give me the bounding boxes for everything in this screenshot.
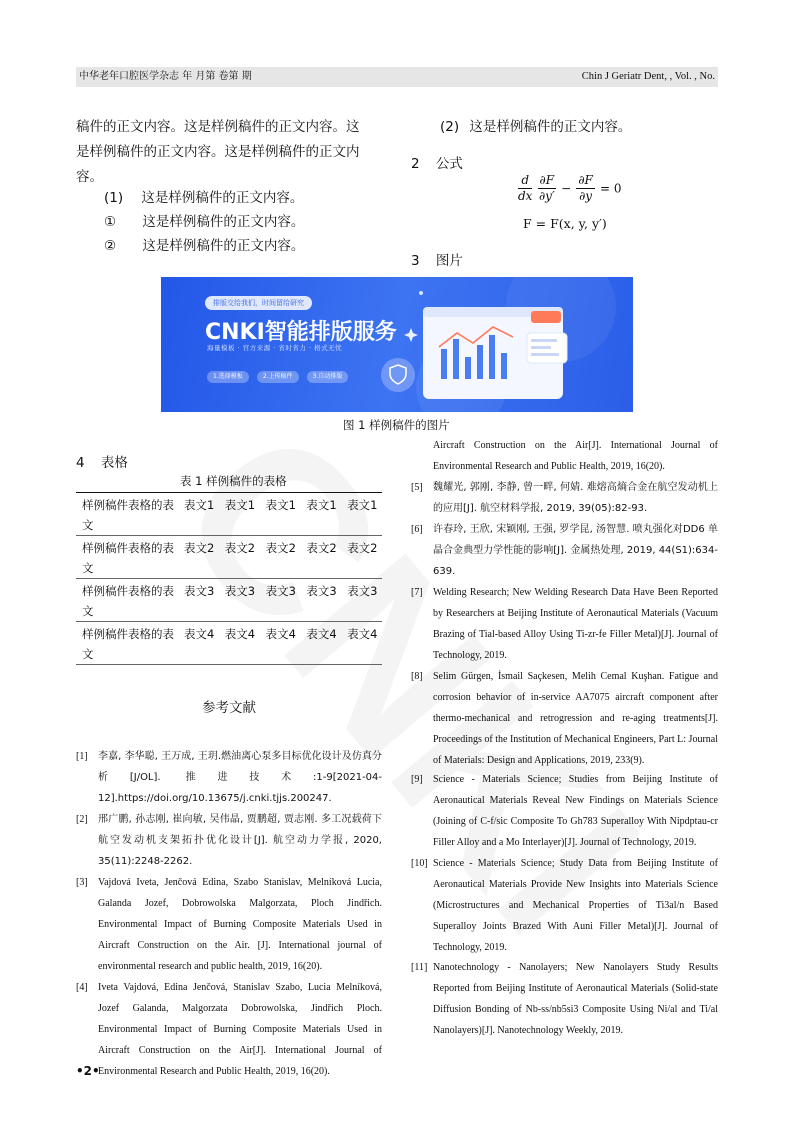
running-header (76, 67, 718, 87)
numerator: d (518, 173, 532, 189)
table-row (76, 579, 382, 622)
table-cell: 表文2 (347, 541, 378, 555)
reference-number: [5] (411, 482, 423, 493)
table-cell: 表文1 (306, 498, 337, 512)
table-cell: 表文3 (184, 584, 215, 598)
reference-item (411, 957, 718, 1041)
reference-text: Nanotechnology - Nanolayers; New Nanolayers Study Results Reported from Beijing Institute of Aeronautical Materials (Solid-state Diffusion Bonding of Nb-ss/nb5si3 Composite Using Ni/al and Ti/al Nanolayers)[J]. Nanotechnology Weekly, 2019. (433, 962, 718, 1036)
fraction-d-dx (518, 173, 532, 204)
reference-item (411, 769, 718, 853)
reference-item (411, 666, 718, 771)
equation-2: F = F(x, y, y′) (523, 216, 607, 231)
fraction-dF-dy-prime (538, 173, 557, 204)
section-heading-formula (411, 152, 463, 172)
reference-number: [1] (76, 751, 88, 762)
section-heading-table (76, 451, 128, 471)
table-cell: 表文4 (184, 627, 215, 641)
reference-number: [3] (76, 877, 88, 888)
table-cell: 表文4 (347, 627, 378, 641)
section-heading-figure (411, 249, 463, 269)
table-cell: 表文3 (265, 584, 296, 598)
figure-banner-image (161, 277, 633, 412)
reference-item (411, 582, 718, 666)
reference-text: 许春玲, 王欣, 宋颖刚, 王强, 罗学昆, 汤智慧. 喷丸强化对DD6 单晶合金典型力学性能的影响[J]. 金属热处理, 2019, 44(S1):634-639. (433, 524, 718, 577)
banner-illustration (161, 277, 633, 412)
reference-text: 魏耀光, 郭刚, 李静, 曾一畔, 何婧. 难熔高熵合金在航空发动机上的应用[J]. 航空材料学报, 2019, 39(05):82-93. (433, 482, 718, 514)
reference-number: [8] (411, 671, 423, 682)
badge-icon (531, 311, 561, 323)
sparkle-icon (404, 328, 418, 342)
section-title: 表格 (100, 455, 128, 471)
table-cell: 表文1 (265, 498, 296, 512)
table-row-head: 样例稿件表格的表文 (82, 584, 174, 618)
reference-text: Vajdová Iveta, Jenčová Edina, Szabo Stanislav, Melníková Lucia, Galanda Jozef, Dobrowolska Malgorzata, Ploch Jindřich. Environmental Impact of Burning Composite Materials Used in Aircraft Construction on the Air. [J]. International journal of environmental research and public health, 2019, 16(20). (98, 877, 382, 972)
table-row (76, 622, 382, 665)
body-paragraph (76, 115, 386, 190)
banner-tag: 排版交给我们，时间留给研究 (205, 296, 312, 310)
reference-number: [7] (411, 587, 423, 598)
para-line: 稿件的正文内容。这是样例稿件的正文内容。这 (76, 119, 360, 135)
section-title: 公式 (435, 156, 463, 172)
table-cell: 表文4 (265, 627, 296, 641)
reference-item (76, 977, 382, 1077)
step-pill: 2.上传稿件 (257, 371, 299, 383)
reference-number: [11] (411, 962, 428, 973)
list-item-circ-2 (104, 234, 304, 259)
reference-number: [2] (76, 814, 88, 825)
list-number: (1) (104, 190, 124, 206)
table-caption: 表 1 样例稿件的表格 (180, 474, 287, 488)
table-row-head: 样例稿件表格的表文 (82, 541, 174, 575)
reference-item (76, 746, 382, 809)
denominator: ∂y′ (538, 189, 555, 203)
numerator: ∂F (578, 173, 593, 187)
figure-caption: 图 1 样例稿件的图片 (343, 418, 450, 432)
reference-text: Welding Research; New Welding Research Data Have Been Reported by Researchers at Beijing Institute of Aeronautical Materials (Vacuum Brazing of Tial-based Alloy Using Ti-zr-fe Filler Metal)[J]. Journal of Technology, 2019. (433, 587, 718, 661)
table-cell: 表文2 (184, 541, 215, 555)
para-line: 容。 (76, 169, 103, 185)
table-row (76, 493, 382, 536)
table-cell: 表文3 (306, 584, 337, 598)
reference-item (76, 872, 382, 977)
list-text: 这是样例稿件的正文内容。 (142, 238, 305, 254)
table-cell: 表文3 (224, 584, 256, 598)
table-cell: 表文1 (184, 498, 215, 512)
reference-text: 邢广鹏, 孙志刚, 崔向敏, 吴伟晶, 贾鹏超, 贾志刚. 多工况载荷下航空发动机支架拓扑优化设计[J]. 航空动力学报, 2020, 35(11):2248-2262. (98, 814, 382, 867)
section-number: 2 (411, 156, 420, 172)
reference-text: Science - Materials Science; Study Data from Beijing Institute of Aeronautical Materials Provide New Insights into Materials Science (Microstructures and Mechanical Properties of Ti3al/n Based Superalloy Joints Brazed With Auni Filler Metal)[J]. Journal of Technology, 2019. (433, 858, 718, 953)
list-number: ① (104, 214, 117, 230)
journal-name-en: Chin J Geriatr Dent, , Vol. , No. (581, 71, 715, 82)
page-number: •2• (76, 1064, 100, 1078)
table-cell: 表文2 (224, 541, 256, 555)
step-pill: 3.自动排版 (307, 371, 349, 383)
list-text: 这是样例稿件的正文内容。 (469, 119, 632, 135)
reference-number: [6] (411, 524, 423, 535)
table-cell: 表文4 (224, 627, 256, 641)
denominator: dx (518, 189, 533, 203)
banner-subtitle: 海量模板 · 官方来源 · 省时省力 · 格式无忧 (207, 344, 343, 352)
reference-item (411, 853, 718, 958)
table-cell: 表文1 (224, 498, 256, 512)
reference-text: 李嘉, 李华聪, 王万成, 王玥.燃油离心泵多目标优化设计及仿真分析[J/OL]. 推进技术:1-9[2021-04-12].https://doi.org/10.13675/j.cnki.tjjs.200247. (98, 751, 382, 804)
table-row (76, 536, 382, 579)
equation-1 (518, 173, 658, 204)
table-cell: 表文3 (347, 584, 378, 598)
reference-number: [10] (411, 858, 428, 869)
section-number: 4 (76, 455, 85, 471)
references-heading: 参考文献 (202, 700, 256, 716)
reference-item (76, 809, 382, 872)
reference-item (411, 519, 718, 582)
reference-item (411, 477, 718, 519)
section-number: 3 (411, 253, 420, 269)
reference-text: Iveta Vajdová, Edina Jenčová, Stanislav Szabo, Lucia Melníková, Jozef Galanda, Malgorzata Dobrowolska, Jindřich Ploch. Environmental Impact of Burning Composite Materials Used in Aircraft Construction on the Air[J]. International Journal of Environmental Research and Public Health, 2019, 16(20). (98, 982, 382, 1077)
table-cell: 表文4 (306, 627, 337, 641)
table-cell: 表文2 (265, 541, 296, 555)
sample-table (76, 492, 382, 665)
table-row-head: 样例稿件表格的表文 (82, 498, 174, 532)
table-cell: 表文1 (347, 498, 378, 512)
reference-number: [9] (411, 774, 423, 785)
reference-continuation: Aircraft Construction on the Air[J]. International Journal of Environmental Research and Public Health, 2019, 16(20). (433, 440, 718, 472)
list-item-circ-1 (104, 210, 304, 235)
equals-zero: = 0 (599, 181, 622, 196)
reference-number: [4] (76, 982, 88, 993)
banner-title: CNKI智能排版服务 (205, 320, 397, 345)
list-number: (2) (440, 119, 460, 135)
list-text: 这是样例稿件的正文内容。 (142, 214, 305, 230)
reference-text: Selim Gürgen, İsmail Saçkesen, Melih Cemal Kuşhan. Fatigue and corrosion behavior of in-service AA7075 aircraft component after thermo-mechanical and retrogression and re-aging treatments[J]. Proceedings of the Institution of Mechanical Engineers, Part L: Journal of Materials: Design and Applications, 2019, 233(9). (433, 671, 718, 766)
shield-icon (381, 358, 415, 392)
minus-sign: − (561, 181, 572, 196)
section-title: 图片 (435, 253, 463, 269)
step-pill: 1.选择模板 (207, 371, 249, 383)
reference-text: Science - Materials Science; Studies from Beijing Institute of Aeronautical Materials Reveal New Findings on Materials Science (Joining of C-f/sic Composite To Gh783 Superalloy With Nipdptau-cr Filler Alloy and a Mo Interlayer)[J]. Journal of Technology, 2019. (433, 774, 718, 848)
list-item-1 (104, 186, 303, 211)
fraction-dF-dy (576, 173, 595, 204)
para-line: 是样例稿件的正文内容。这是样例稿件的正文内 (76, 144, 360, 160)
list-number: ② (104, 238, 117, 254)
list-item-2 (440, 115, 631, 140)
numerator: ∂F (539, 173, 555, 187)
denominator: ∂y (579, 189, 593, 203)
list-text: 这是样例稿件的正文内容。 (141, 190, 304, 206)
table-row-head: 样例稿件表格的表文 (82, 627, 174, 661)
table-cell: 表文2 (306, 541, 337, 555)
journal-name-cn: 中华老年口腔医学杂志 年 月第 卷第 期 (79, 71, 252, 82)
